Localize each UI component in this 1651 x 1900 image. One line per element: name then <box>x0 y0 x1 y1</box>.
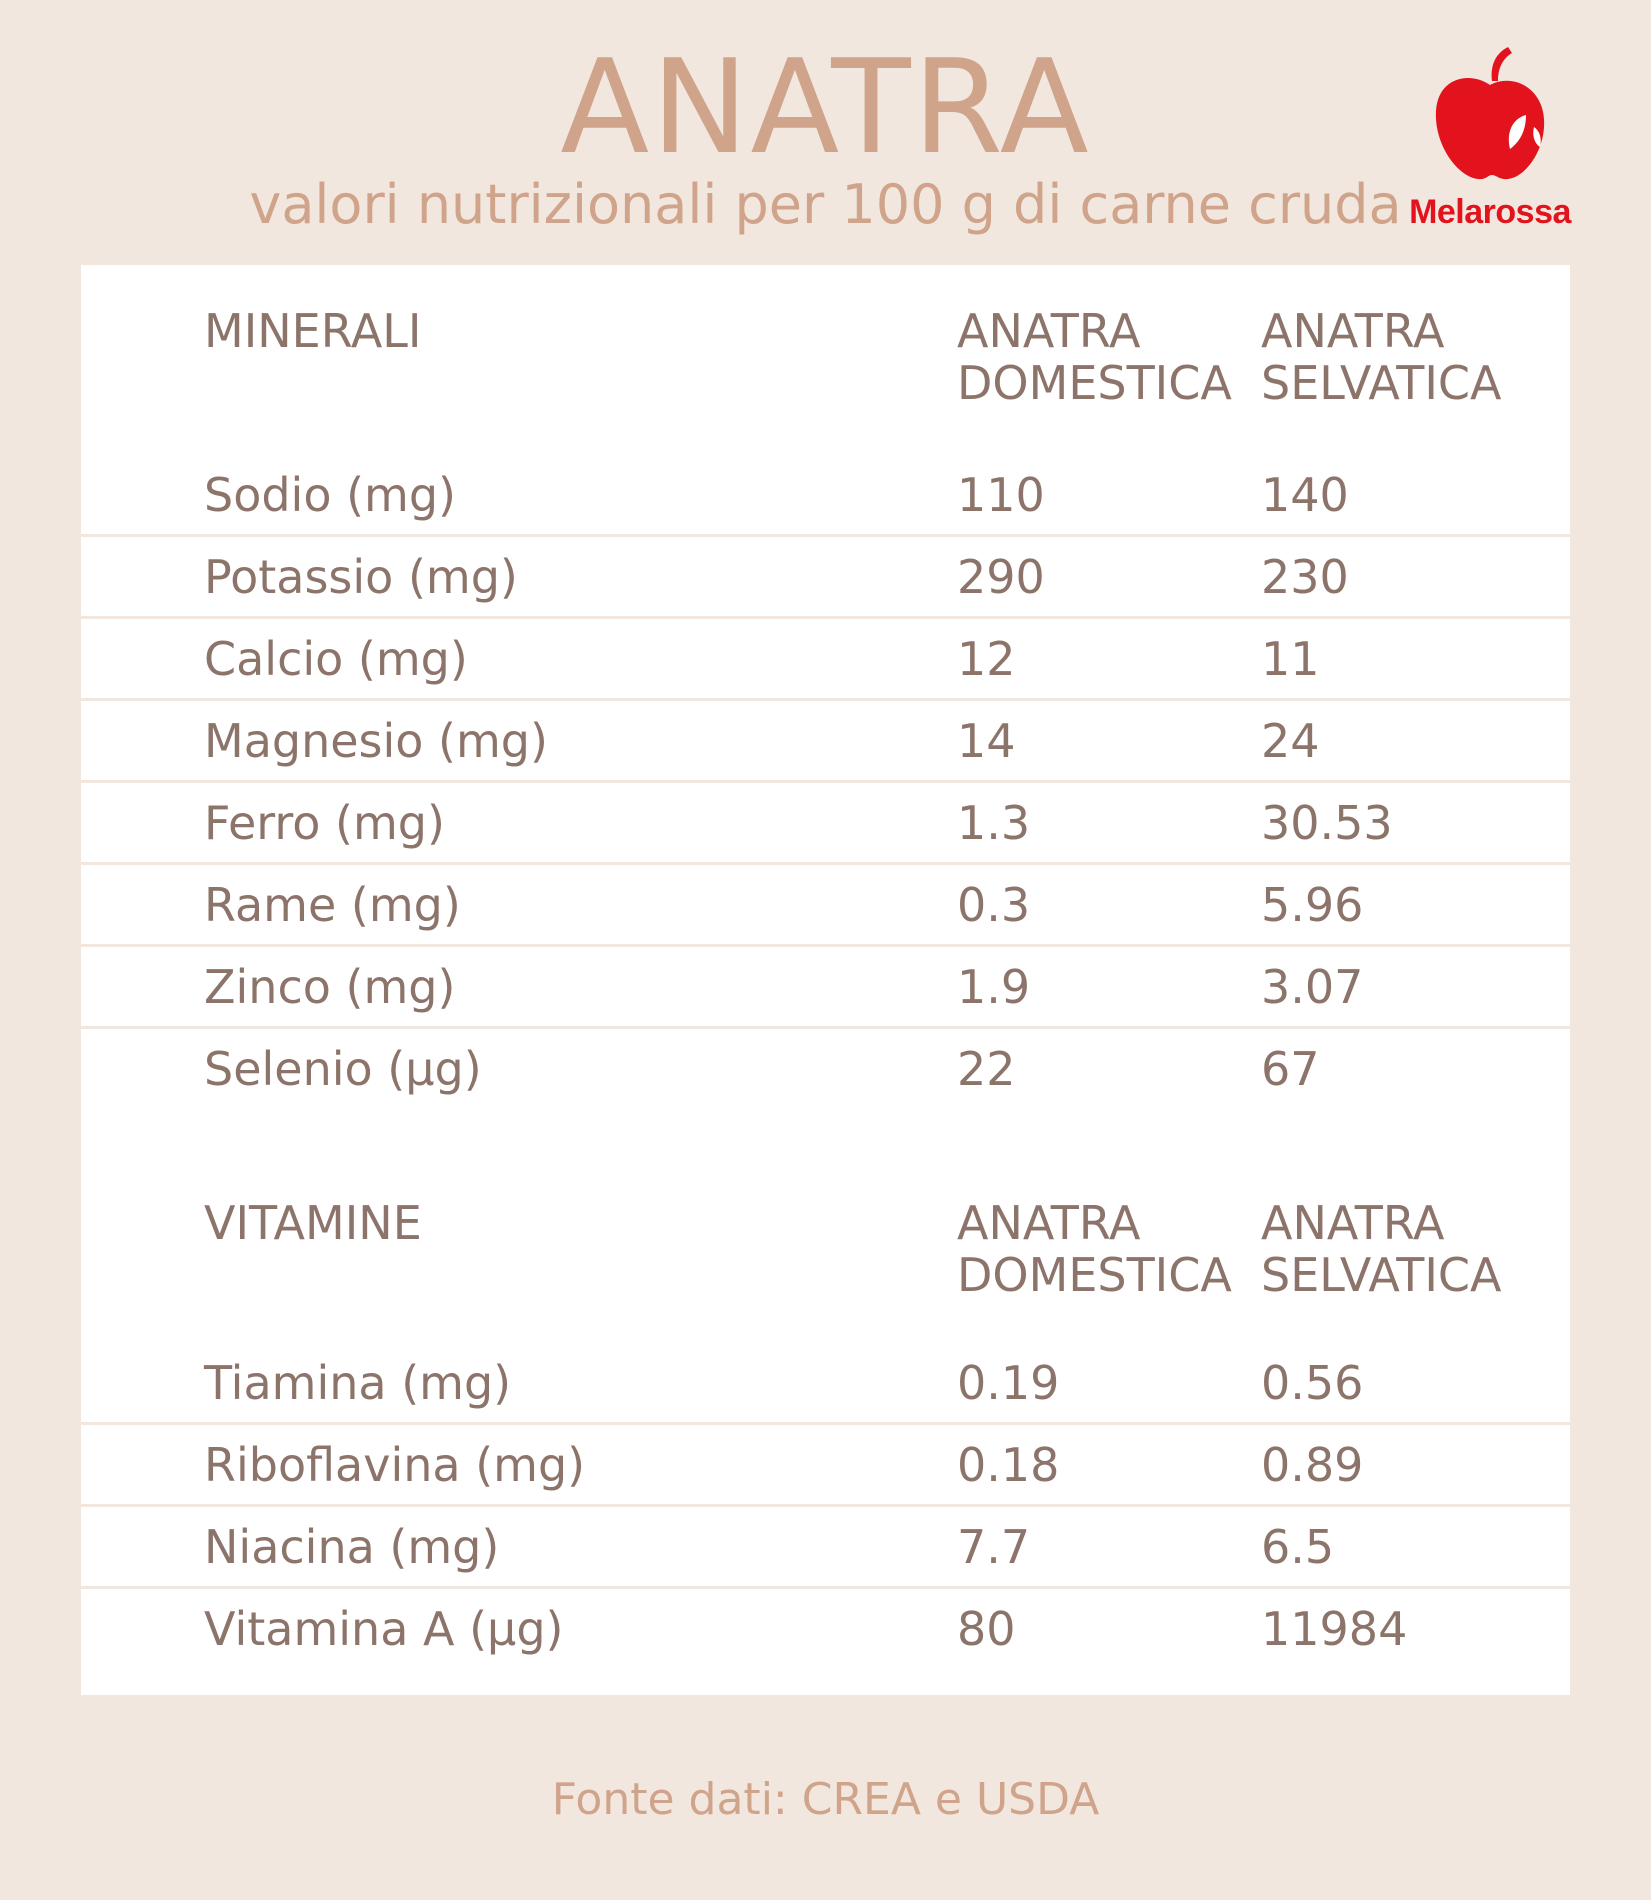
row-label: Vitamina A (µg) <box>204 1602 564 1656</box>
source-note: Fonte dati: CREA e USDA <box>551 1774 1100 1825</box>
vitamine-heading: VITAMINE <box>204 1196 422 1250</box>
col-header-domestica-line1: ANATRA <box>957 304 1141 358</box>
row-label: Riboflavina (mg) <box>204 1438 586 1492</box>
table-row <box>81 1507 1570 1589</box>
table-row <box>81 1343 1570 1425</box>
row-value-domestica: 12 <box>957 632 1016 686</box>
row-label: Calcio (mg) <box>204 632 468 686</box>
row-value-selvatica: 11984 <box>1261 1602 1408 1656</box>
row-value-selvatica: 6.5 <box>1261 1520 1335 1574</box>
table-row <box>81 947 1570 1029</box>
brand-name: Melarossa <box>1409 193 1571 231</box>
row-value-domestica: 0.19 <box>957 1356 1060 1410</box>
row-value-domestica: 1.9 <box>957 960 1031 1014</box>
row-value-selvatica: 0.56 <box>1261 1356 1364 1410</box>
nutrition-table <box>81 265 1570 1695</box>
col-header-domestica <box>957 305 1237 409</box>
row-value-domestica: 290 <box>957 550 1045 604</box>
minerali-rows <box>81 455 1570 1108</box>
col-header-selvatica-line2: SELVATICA <box>1261 1248 1502 1302</box>
row-label: Ferro (mg) <box>204 796 445 850</box>
table-row <box>81 537 1570 619</box>
col-header-domestica-line1: ANATRA <box>957 1196 1141 1250</box>
minerali-heading: MINERALI <box>204 304 422 358</box>
row-value-domestica: 0.18 <box>957 1438 1060 1492</box>
table-row <box>81 1029 1570 1108</box>
table-row <box>81 619 1570 701</box>
row-value-selvatica: 11 <box>1261 632 1320 686</box>
row-label: Sodio (mg) <box>204 468 456 522</box>
col-header-selvatica-line2: SELVATICA <box>1261 356 1502 410</box>
row-label: Niacina (mg) <box>204 1520 500 1574</box>
row-value-selvatica: 140 <box>1261 468 1349 522</box>
table-row <box>81 1425 1570 1507</box>
row-label: Selenio (µg) <box>204 1042 482 1096</box>
row-value-domestica: 14 <box>957 714 1016 768</box>
row-value-selvatica: 24 <box>1261 714 1320 768</box>
row-label: Zinco (mg) <box>204 960 456 1014</box>
row-value-domestica: 80 <box>957 1602 1016 1656</box>
page-subtitle: valori nutrizionali per 100 g di carne cruda <box>249 173 1402 236</box>
apple-icon <box>1430 45 1550 185</box>
col-header-selvatica <box>1261 305 1541 409</box>
page-title: ANATRA <box>560 31 1091 183</box>
col-header-domestica-line2: DOMESTICA <box>957 1248 1232 1302</box>
table-row <box>81 1589 1570 1668</box>
row-value-selvatica: 30.53 <box>1261 796 1393 850</box>
col-header-domestica <box>957 1197 1237 1301</box>
row-value-domestica: 7.7 <box>957 1520 1031 1574</box>
row-label: Magnesio (mg) <box>204 714 548 768</box>
row-label: Tiamina (mg) <box>204 1356 512 1410</box>
row-value-domestica: 110 <box>957 468 1045 522</box>
row-value-domestica: 22 <box>957 1042 1016 1096</box>
table-row <box>81 783 1570 865</box>
row-value-selvatica: 5.96 <box>1261 878 1364 932</box>
col-header-selvatica-line1: ANATRA <box>1261 304 1445 358</box>
table-row <box>81 701 1570 783</box>
row-value-selvatica: 0.89 <box>1261 1438 1364 1492</box>
brand-logo <box>1390 45 1590 245</box>
row-value-selvatica: 3.07 <box>1261 960 1364 1014</box>
row-value-selvatica: 67 <box>1261 1042 1320 1096</box>
table-row <box>81 865 1570 947</box>
row-label: Potassio (mg) <box>204 550 518 604</box>
row-value-selvatica: 230 <box>1261 550 1349 604</box>
row-value-domestica: 0.3 <box>957 878 1031 932</box>
col-header-selvatica-line1: ANATRA <box>1261 1196 1445 1250</box>
col-header-domestica-line2: DOMESTICA <box>957 356 1232 410</box>
row-label: Rame (mg) <box>204 878 461 932</box>
vitamine-rows <box>81 1343 1570 1668</box>
col-header-selvatica <box>1261 1197 1541 1301</box>
table-row <box>81 455 1570 537</box>
row-value-domestica: 1.3 <box>957 796 1031 850</box>
